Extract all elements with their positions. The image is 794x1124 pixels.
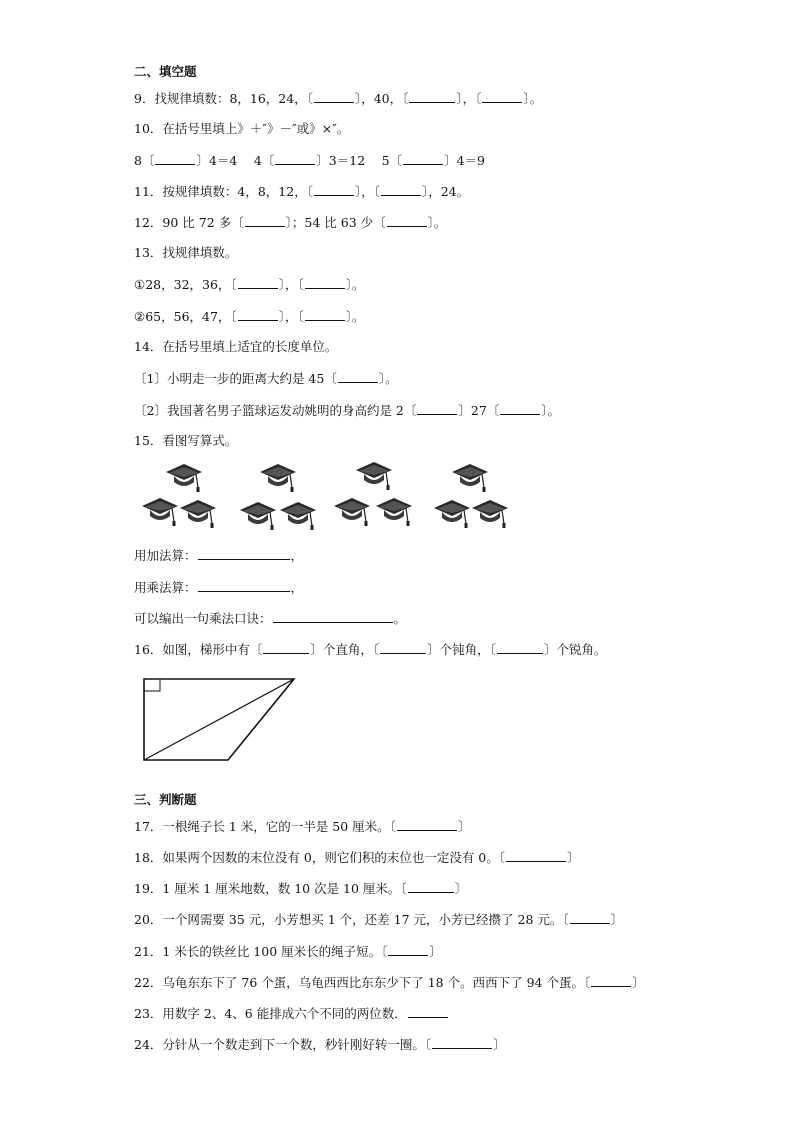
question-15-rhyme: 可以编出一句乘法口诀： 。 [134,611,407,626]
question-24: 24．分针从一个数走到下一个数，秒针刚好转一圈。〔 〕 [134,1037,506,1052]
answer-blank[interactable] [591,974,631,987]
answer-blank[interactable] [198,579,290,592]
answer-blank[interactable] [245,214,285,227]
answer-blank[interactable] [314,90,354,103]
graduation-cap-icon-group-4 [434,464,508,528]
question-16: 16．如图，梯形中有〔 〕个直角，〔 〕个钝角，〔 〕个锐角。 [134,642,607,657]
answer-blank[interactable] [497,641,543,654]
section-title-true-false: 三、判断题 [134,792,197,807]
answer-blank[interactable] [155,152,195,165]
question-19: 19．1 厘米 1 厘米地数，数 10 次是 10 厘米。〔 〕 [134,881,468,896]
answer-blank[interactable] [417,402,457,415]
answer-blank[interactable] [338,370,378,383]
question-15-multiplication: 用乘法算： ， [134,580,304,595]
graduation-cap-icon-group-2 [240,464,316,530]
answer-blank[interactable] [380,641,426,654]
answer-blank[interactable] [263,641,309,654]
question-11: 11．按规律填数：4，8，12，〔 〕，〔 〕，24。 [134,184,470,199]
question-23: 23．用数字 2、4、6 能排成六个不同的两位数． [134,1005,449,1022]
question-14: 14．在括号里填上适宜的长度单位。 [134,339,338,354]
answer-blank[interactable] [381,183,421,196]
answer-blank[interactable] [500,402,540,415]
question-17: 17．一根绳子长 1 米，它的一半是 50 厘米。〔 〕 [134,819,471,834]
question-20: 20．一个网需要 35 元，小芳想买 1 个，还差 17 元，小芳已经攒了 28 元。〔 〕 [134,912,624,927]
question-18: 18．如果两个因数的末位没有 0，则它们积的末位也一定没有 0。〔 〕 [134,850,580,865]
graduation-cap-icon-group-3 [334,462,412,526]
question-15-addition: 用加法算： ， [134,548,304,563]
answer-blank[interactable] [388,943,428,956]
answer-blank[interactable] [314,183,354,196]
graduation-cap-picture [134,458,534,538]
question-13-part2: ②65，56，47，〔 〕，〔 〕。 [134,309,365,324]
answer-blank[interactable] [387,214,427,227]
answer-blank[interactable] [238,276,278,289]
answer-blank[interactable] [198,547,290,560]
answer-blank[interactable] [570,911,610,924]
answer-blank[interactable] [305,276,345,289]
question-13-part1: ①28，32，36，〔 〕，〔 〕。 [134,277,365,292]
answer-blank[interactable] [506,849,566,862]
answer-blank[interactable] [275,152,315,165]
question-10: 10．在括号里填上》＋″》－″或》×″。 [134,121,350,136]
question-9: 9．找规律填数：8，16，24，〔 〕，40，〔 〕，〔 〕。 [134,91,543,106]
answer-blank[interactable] [408,880,454,893]
answer-blank[interactable] [238,308,278,321]
right-angle-mark [144,679,160,691]
answer-blank[interactable] [305,308,345,321]
question-10-items: 8〔 〕4＝4 4〔 〕3＝12 5〔 〕4＝9 [134,153,485,168]
question-15: 15．看图写算式。 [134,433,238,448]
answer-blank[interactable] [432,1036,492,1049]
question-13: 13．找规律填数。 [134,245,238,260]
question-14-part2: 〔2〕我国著名男子篮球运发动姚明的身高约是 2〔 〕27〔 〕。 [134,403,561,418]
section-title-fill-in: 二、填空题 [134,64,197,79]
question-22: 22．乌龟东东下了 76 个蛋，乌龟西西比东东少下了 18 个。西西下了 94 个蛋。〔 〕 [134,975,645,990]
question-21: 21．1 米长的铁丝比 100 厘米长的绳子短。〔 〕 [134,944,442,959]
question-12: 12．90 比 72 多〔 〕；54 比 63 少〔 〕。 [134,215,447,230]
answer-blank[interactable] [482,90,522,103]
answer-blank[interactable] [403,152,443,165]
answer-blank[interactable] [397,818,457,831]
answer-blank[interactable] [408,1005,448,1018]
trapezoid-figure [138,674,300,766]
question-14-part1: 〔1〕小明走一步的距离大约是 45〔 〕。 [134,371,398,386]
answer-blank[interactable] [273,610,393,623]
graduation-cap-icon-group-1 [142,464,216,528]
answer-blank[interactable] [409,90,455,103]
